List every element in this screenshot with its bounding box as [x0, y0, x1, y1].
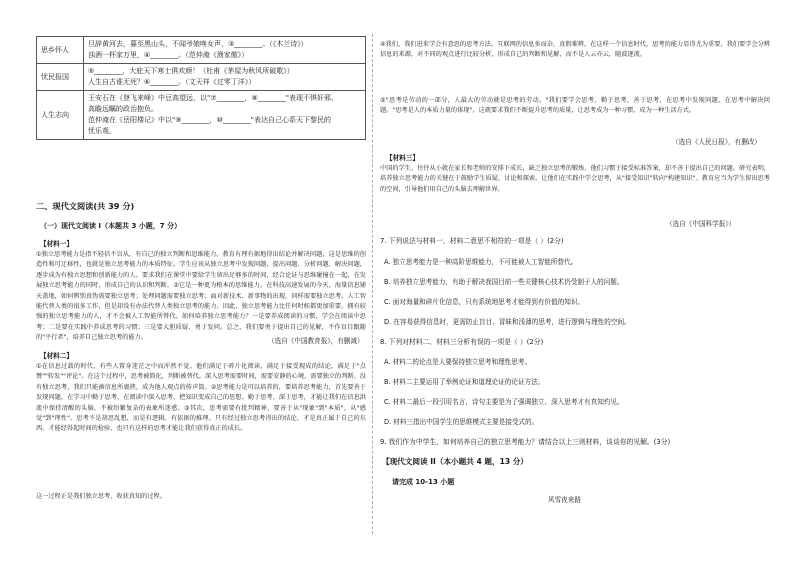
poem-line: 王安石在《登飞来峰》中豆高望远，以"⑦________，⑧________"表现不惧奸邪、 [88, 94, 338, 102]
poem-line: 忧乐观。 [88, 127, 116, 135]
table-row [37, 37, 366, 64]
poem-line: ⑤________，大庇天下寒士俱欢颜！（杜甫《茅屋为秋风所破歌》） [88, 67, 294, 75]
material-2-tail: 这一过程正是我们独立思考、收获真知的过程。 [36, 493, 166, 500]
material-1-tag: 【材料一】 [40, 240, 73, 248]
material-3-source: （选自《中国科学报》） [666, 220, 736, 228]
poem-line: 浊酒一杯家万里，④________。（范仲淹《渔家傲》） [88, 51, 249, 59]
question-8-option: C. 材料二最后一段引用名言，诗句主要是为了强调独立、深入思考才有真知灼见。 [384, 398, 624, 406]
table-row [37, 64, 366, 91]
question-7-option: D. 在容易获得信息时，更需防止盲目、冒昧和浅薄的思考，进行逻辑与理性的空间。 [384, 318, 631, 326]
question-8-option: B. 材料二主要运用了举例论证和道理论证的论证方法。 [384, 378, 545, 386]
question-7: 7. 下列说法与材料一、材料二意思不相符的一项是（ ）(2分) [380, 237, 564, 245]
question-7-option: B. 培养独立思考能力，有助于解决我国目前一些关键核心技术仍受制于人的问题。 [384, 278, 624, 286]
section-2-heading: 【现代文阅读 II（本小题共 4 题，13 分） [382, 457, 528, 466]
material-3-tag: 【材料三】 [386, 154, 419, 162]
question-7-option: A. 独立思考能力是一种高阶思维能力，不可能被人工智能所替代。 [384, 258, 578, 266]
question-8: 8. 下列对材料二、材料三分析有误的一项是（ ）(2分) [380, 338, 544, 346]
poem-line: 高瞻远瞩的政治抱负。 [88, 105, 158, 113]
right-paragraph-5: ⑤"思考是劳动的一部分，人最大的劳动就是思考的劳动。"我们要学会思考，勤于思考，善于思考，在思考中发现问题，在思考中解决问题。"思考是人的本质力量的体现"，这就要求我们不断提升思考的质量，让思考成为一种习惯，成为一种生活方式。 [380, 97, 770, 115]
row-content [84, 37, 366, 64]
material-2-source: （选自《人民日报》，有删改） [672, 138, 762, 146]
column-divider [372, 34, 373, 534]
poem-line: 范仲淹在《岳阳楼记》中以"⑨________，⑩________"表达自己心系天下黎民的 [88, 116, 331, 124]
row-category: 忧民报国 [37, 64, 84, 91]
material-1-text: ①独立思考能力是指不轻信不盲从，有自己的独立判断和思维能力。教育有理有据地得出结论并解决问题，这是思维的创造性和可迁移性，也就是独立思考能力的本质特征。学生应该从独立思考中发现问题、提出问题、分析问题、解决问题，逐步成为有独立思想和创新能力的人。要求我们在课堂中要给学生留出足够多的时间，经合论证与思维碰撞在一起，在发展独立思考能力的同时，形成自己的认识和判断。②它是一种更为根本的思维能力。在科技高速发展的今天，海量信息铺天盖地，如何辨别真伪需要独立思考；处理问题需要独立思考；面对新技术、新事物的出现，同样需要独立思考。人工智能代替人类的很多工作，但是却没有办法代替人类独立思考的能力。因此，独立思考能力比任何时候都更加重要。拥有较强的独立思考能力的人，才不会被人工智能所替代。如何培养独立思考能力？一是要养成阅读的习惯，学会在阅读中思考；二是要在实践中养成思考的习惯；三是要大胆质疑、勇于发问。总之，我们要勇于提出自己的见解，不作盲目跟随的"平行者"，培养自己独立思考的能力。 [36, 251, 366, 342]
subsection-heading: （一）现代文阅读 I（本题共 3 小题，7 分） [40, 222, 182, 230]
question-8-option: A. 材料二的论点是人要保持独立思考和理性思考。 [384, 358, 532, 366]
row-category: 人生志向 [37, 91, 84, 140]
poem-line: 人生自古谁无死？⑥________。（文天祥《过零丁洋》） [88, 78, 256, 86]
question-8-option: D. 材料三指出中国学生的思维模式主要是接受式的。 [384, 418, 539, 426]
material-2-tag: 【材料二】 [40, 352, 73, 360]
material-3-text: 中国的学生，往往从小就在家长和老师的安排下成长，缺乏独立思考的锻炼。他们习惯于接受标准答案，却不善于提出自己的问题。研究表明，培养独立思考能力的关键在于鼓励学生质疑、讨论和探索，让他们在实践中学会思考，从"接受知识"转向"构建知识"。教育应当为学生留出思考的空间，引导他们用自己的头脑去理解世界。 [380, 165, 770, 193]
row-content [84, 91, 366, 140]
poem-table [36, 36, 366, 140]
row-content [84, 64, 366, 91]
material-2-text: ①在信息过载的时代，有些人置身迷茫之中而浑然不觉。他们满足于碎片化阅读，满足于接受现成的结论，满足于"点赞""转发""评论"。在这个过程中，思考被简化，判断被替代。深入思考需要时间，需要安静的心境，需要独立的判断。没有独立思考，我们只能被信息所裹挟，成为他人观点的传声筒。②思考能力是可以培养的，要培养思考能力，首先要善于发现问题，在学习中勤于思考，在阅读中深入思考，把知识变成自己的思想。勤于思考、深于思考，才能让我们在信息洪流中保持清醒的头脑，不被纷繁复杂的表象所迷惑。③其次，思考需要有批判精神，要善于从"现象"到"本质"，从"感觉"到"理性"。思考不是胡思乱想，而是有逻辑、有依据的推理。只有经过独立思考得出的结论，才是真正属于自己的东西，才能经得起时间的检验，也只有这样的思考才能让我们获得真正的成长。 [36, 363, 366, 433]
question-7-option: C. 面对海量和碎片化信息，只有系统地思考才能得到有价值的知识。 [384, 298, 585, 306]
poem-line: 旦辞黄河去，暮至黑山头，不闻爷娘唤女声，③________。（《木兰诗》） [88, 40, 308, 48]
right-paragraph-4: ④我们，我们进来学会有意思的思考方法。互联网的信息多而杂，真假难辨，在这样一个信息时代，思考的能力显得尤为重要。我们要学会分辨信息的来源，对不同的观点进行比较分析，形成自己的判断和见解，而不是人云亦云，随波逐流。 [380, 41, 770, 59]
table-row [37, 91, 366, 140]
section-2-instruction: 请完成 10-13 小题 [392, 478, 455, 486]
question-9: 9. 我们作为中学生，如何培养自己的独立思考能力？请结合以上三则材料，谈谈你的见解。(3分) [380, 438, 671, 446]
row-category: 思乡怀人 [37, 37, 84, 64]
footer-title: 风雪夜来路 [548, 496, 581, 504]
section-heading: 二、现代文阅读(共 39 分) [36, 201, 135, 211]
material-1-source: （选自《中国教育报》，有删减） [268, 337, 364, 345]
